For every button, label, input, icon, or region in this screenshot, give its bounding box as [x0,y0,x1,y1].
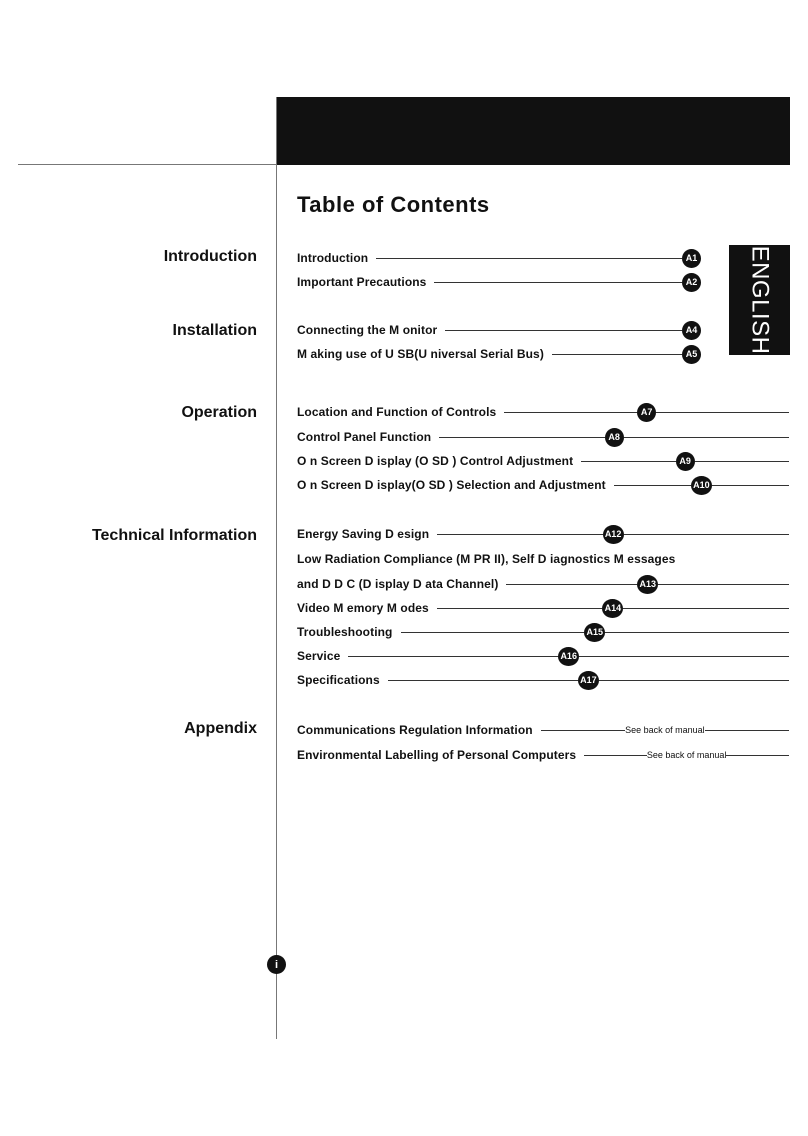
toc-entry-troubleshooting[interactable] [297,623,789,641]
toc-entry-text: Troubleshooting [297,625,393,639]
leader-line [437,534,602,535]
leader-line [439,437,604,438]
page-badge: A14 [602,599,623,618]
leader-line [401,632,585,633]
toc-entry-introduction[interactable] [297,249,701,267]
leader-line [584,755,647,756]
toc-entry-environmental-labelling[interactable] [297,746,789,764]
toc-entry-usb[interactable] [297,345,701,363]
leader-line [658,584,789,585]
toc-entry-control-panel-function[interactable] [297,428,789,446]
toc-entry-osd-selection-adjustment[interactable] [297,476,789,494]
toc-entry-text: Service [297,649,341,663]
toc-entry-low-radiation[interactable] [297,550,789,568]
leader-line [541,730,625,731]
toc-entry-service[interactable] [297,647,789,665]
toc-entry-text: Energy Saving D esign [297,527,430,541]
section-introduction: Introduction [163,248,257,265]
leader-line [579,656,789,657]
toc-entry-ddc[interactable] [297,575,789,593]
toc-entry-text: O n Screen D isplay(O SD ) Selection and Adjustment [297,478,606,492]
page-badge: A17 [578,671,599,690]
toc-entry-important-precautions[interactable] [297,273,701,291]
toc-entry-location-function-controls[interactable] [297,403,789,421]
leader-line [705,730,789,731]
leader-line [504,412,637,413]
language-tab [729,245,790,355]
page-badge: A8 [605,428,624,447]
leader-line [726,755,789,756]
leader-line [581,461,675,462]
leader-line [624,437,789,438]
vertical-rule [276,97,277,1039]
toc-entry-text: and D D C (D isplay D ata Channel) [297,577,499,591]
page-badge: A13 [637,575,658,594]
page-badge: A4 [682,321,701,340]
page-title: Table of Contents [297,192,490,217]
toc-entry-text: Specifications [297,673,380,687]
toc-entry-connecting-monitor[interactable] [297,321,701,339]
leader-line [437,608,603,609]
section-appendix: Appendix [184,720,257,737]
toc-entry-text: Video M emory M odes [297,601,429,615]
page-badge: A12 [603,525,624,544]
leader-line [605,632,789,633]
leader-line [445,330,682,331]
leader-line [624,534,789,535]
leader-line [376,258,682,259]
leader-line [348,656,558,657]
see-back-of-manual: See back of manual [625,725,705,735]
toc-entry-text: Introduction [297,251,369,265]
see-back-of-manual: See back of manual [646,750,727,760]
page-badge: A9 [676,452,695,471]
page-badge: A5 [682,345,701,364]
leader-line [552,354,682,355]
leader-line [614,485,691,486]
section-technical-information: Technical Information [91,527,257,544]
toc-entry-osd-control-adjustment[interactable] [297,452,789,470]
toc-entry-energy-saving-design[interactable] [297,525,789,543]
toc-entry-text: Low Radiation Compliance (M PR II), Self D iagnostics M essages [297,552,676,566]
toc-entry-text: Important Precautions [297,275,427,289]
leader-line [656,412,789,413]
toc-entry-communications-regulation[interactable] [297,721,789,739]
leader-line [388,680,578,681]
toc-entry-video-memory-modes[interactable] [297,599,789,617]
leader-line [506,584,637,585]
toc-entry-specifications[interactable] [297,671,789,689]
leader-line [712,485,789,486]
leader-line [434,282,682,283]
toc-entry-text: Connecting the M onitor [297,323,438,337]
page-badge: A7 [637,403,656,422]
page-badge: A2 [682,273,701,292]
leader-line [599,680,789,681]
toc-entry-text: Location and Function of Controls [297,405,497,419]
toc-entry-text: Control Panel Function [297,430,432,444]
header-bar [277,97,790,165]
horizontal-rule [18,164,277,165]
leader-line [695,461,789,462]
toc-entry-text: Environmental Labelling of Personal Computers [297,748,577,762]
section-operation: Operation [181,404,257,421]
page-badge: A1 [682,249,701,268]
page-badge: A16 [558,647,579,666]
leader-line [623,608,789,609]
section-installation: Installation [172,322,257,339]
toc-entry-text: M aking use of U SB(U niversal Serial Bus) [297,347,544,361]
toc-entry-text: O n Screen D isplay (O SD ) Control Adjustment [297,454,574,468]
language-tab-label: ENGLISH [746,245,774,355]
page-number-badge: i [267,955,286,974]
toc-entry-text: Communications Regulation Information [297,723,533,737]
page-badge: A15 [584,623,605,642]
page-badge: A10 [691,476,712,495]
